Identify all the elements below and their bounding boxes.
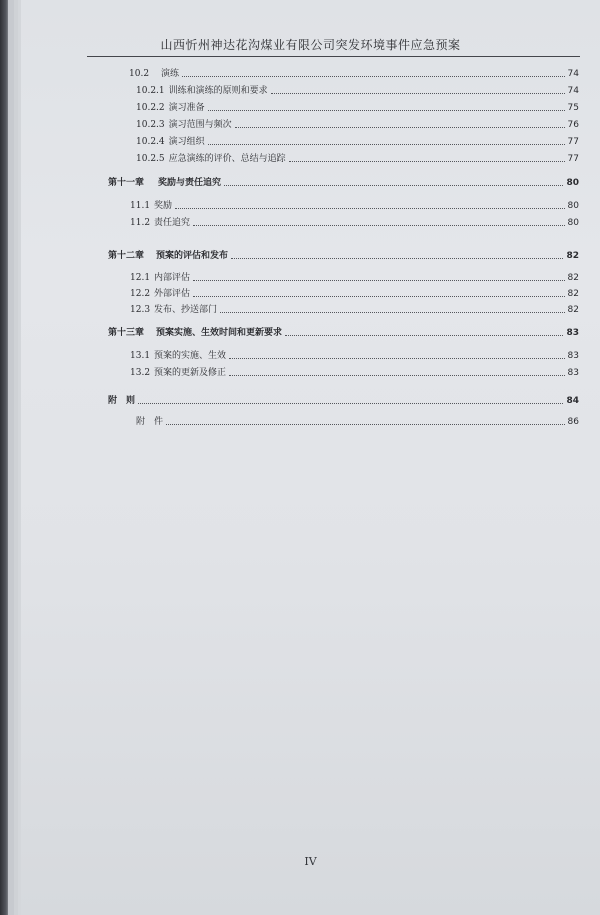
- dot-leader: [231, 258, 563, 259]
- toc-entry-page: 77: [567, 154, 579, 164]
- toc-entry-title: 预案的评估和发布: [156, 251, 229, 261]
- toc-entry-number: 10.2.5: [136, 154, 165, 164]
- toc-entry-page: 74: [567, 69, 579, 79]
- dot-leader: [193, 225, 564, 226]
- toc-entry: [130, 215, 579, 229]
- toc-entry: [136, 414, 579, 428]
- toc-entry-number: 10.2.3: [136, 120, 165, 130]
- toc-entry-page: 82: [567, 273, 579, 283]
- toc-entry-title: 训练和演练的原则和要求: [168, 86, 268, 96]
- toc-entry-number: 11.2: [130, 218, 151, 228]
- dot-leader: [208, 110, 565, 111]
- toc-entry-number: 10.2: [129, 69, 150, 79]
- toc-entry-page: 83: [566, 328, 579, 338]
- toc-entry-page: 77: [567, 137, 579, 147]
- toc-entry: [130, 270, 579, 284]
- dot-leader: [193, 280, 564, 281]
- toc-entry-title: 演习范围与频次: [168, 120, 232, 130]
- toc-entry: [136, 83, 579, 97]
- dot-leader: [220, 312, 564, 313]
- toc-entry-number: 10.2.1: [136, 86, 165, 96]
- dot-leader: [208, 144, 565, 145]
- toc-entry-title: 外部评估: [154, 289, 191, 299]
- toc-entry-page: 80: [567, 201, 579, 211]
- toc-entry: [108, 175, 579, 189]
- toc-entry-page: 82: [566, 251, 579, 261]
- toc-entry-title: 奖励与责任追究: [158, 178, 222, 188]
- toc-entry-number: 第十一章: [108, 178, 145, 188]
- toc-entry-number: 第十二章: [108, 251, 145, 261]
- toc-entry-title: 预案的更新及修正: [154, 368, 227, 378]
- toc-entry-number: 附 则: [108, 396, 136, 406]
- toc-entry: [108, 393, 579, 407]
- toc-entry: [136, 117, 579, 131]
- toc-entry-title: 应急演练的评价、总结与追踪: [168, 154, 286, 164]
- toc-entry-title: 演习准备: [168, 103, 205, 113]
- toc-entry-number: 12.2: [130, 289, 151, 299]
- toc-entry-number: 12.3: [130, 305, 151, 315]
- toc-entry-title: 演练: [161, 69, 180, 79]
- toc-entry-number: 第十三章: [108, 328, 145, 338]
- toc-entry-title: 发布、抄送部门: [154, 305, 218, 315]
- dot-leader: [235, 127, 565, 128]
- dot-leader: [229, 375, 564, 376]
- dot-leader: [289, 161, 565, 162]
- toc-entry-number: 附 件: [136, 417, 164, 427]
- toc-entry-page: 86: [567, 417, 579, 427]
- toc-entry: [130, 348, 579, 362]
- toc-entry: [130, 365, 579, 379]
- toc-entry-number: 10.2.2: [136, 103, 165, 113]
- page-number: IV: [304, 855, 317, 868]
- dot-leader: [138, 403, 563, 404]
- dot-leader: [175, 208, 564, 209]
- toc-entry-title: 内部评估: [154, 273, 191, 283]
- toc-entry-number: 12.1: [130, 273, 151, 283]
- toc-entry-number: 10.2.4: [136, 137, 165, 147]
- toc-entry: [136, 134, 579, 148]
- dot-leader: [271, 93, 565, 94]
- running-header: 山西忻州神达花沟煤业有限公司突发环境事件应急预案: [160, 38, 461, 52]
- toc-entry-page: 82: [567, 305, 579, 315]
- toc-entry-page: 74: [567, 86, 579, 96]
- dot-leader: [285, 335, 563, 336]
- toc-entry: [108, 248, 579, 262]
- toc-entry-title: 预案实施、生效时间和更新要求: [156, 328, 283, 338]
- toc-entry: [129, 66, 579, 80]
- toc-entry-page: 80: [566, 178, 579, 188]
- toc-entry-page: 80: [567, 218, 579, 228]
- document-page: [21, 0, 600, 915]
- toc-entry: [108, 325, 579, 339]
- toc-entry-page: 83: [567, 351, 579, 361]
- toc-entry-page: 75: [567, 103, 579, 113]
- toc-entry-page: 83: [567, 368, 579, 378]
- toc-entry: [130, 198, 579, 212]
- toc-entry-title: 预案的实施、生效: [154, 351, 227, 361]
- dot-leader: [224, 185, 563, 186]
- toc-entry: [130, 286, 579, 300]
- toc-entry-title: 奖励: [154, 201, 173, 211]
- toc-entry-title: 责任追究: [154, 218, 191, 228]
- dot-leader: [193, 296, 564, 297]
- toc-entry: [136, 100, 579, 114]
- dot-leader: [229, 358, 564, 359]
- toc-entry: [130, 302, 579, 316]
- toc-entry-title: 演习组织: [168, 137, 205, 147]
- toc-entry-page: 84: [566, 396, 579, 406]
- dot-leader: [182, 76, 564, 77]
- table-of-contents: [21, 0, 600, 915]
- toc-entry: [136, 151, 579, 165]
- toc-entry-number: 13.1: [130, 351, 151, 361]
- dot-leader: [166, 424, 565, 425]
- toc-entry-page: 82: [567, 289, 579, 299]
- toc-entry-number: 13.2: [130, 368, 151, 378]
- toc-entry-page: 76: [567, 120, 579, 130]
- toc-entry-number: 11.1: [130, 201, 151, 211]
